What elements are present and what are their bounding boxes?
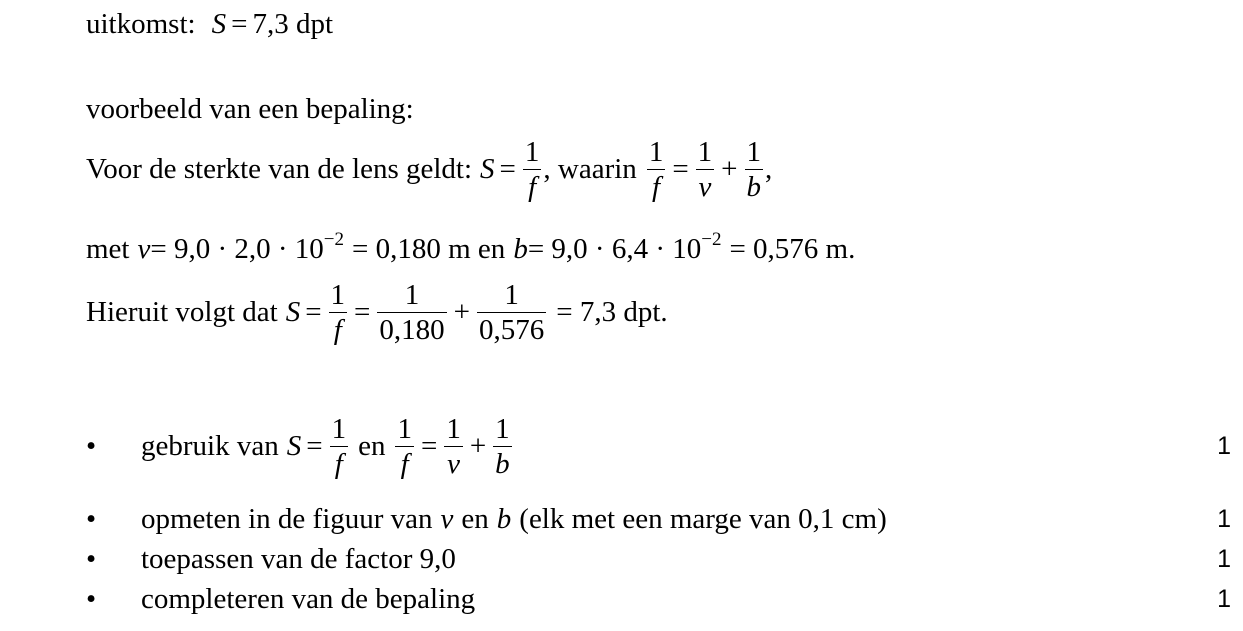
scoring-item-text: toepassen van de factor 9,0 <box>141 543 456 575</box>
fraction-numerator: 1 <box>495 413 510 445</box>
score-point: 1 <box>1217 585 1231 613</box>
fraction-denominator: f <box>334 448 343 481</box>
fraction-1-over-b <box>493 414 512 480</box>
line3-eq: = <box>305 296 322 329</box>
outcome-label: uitkomst: <box>86 8 196 40</box>
line1-eq: = <box>499 153 516 186</box>
score-point: 1 <box>1217 432 1231 461</box>
line2-v: v <box>137 233 151 265</box>
line1-plus: + <box>721 153 738 186</box>
bullet2-text-a: opmeten in de figuur van <box>141 503 433 535</box>
line1-eq2: = <box>672 153 689 186</box>
fraction-numerator: 1 <box>524 136 540 168</box>
bullet1-plus: + <box>469 430 487 463</box>
line2-v-expr: = 9,0 · 2,0 · 10 <box>150 233 324 265</box>
bullet1-en: en <box>358 430 386 463</box>
fraction-bar <box>477 312 546 313</box>
scoring-item-measure <box>86 505 1243 534</box>
fraction-1-over-f-2 <box>395 414 414 480</box>
fraction-denominator: 0,576 <box>479 314 545 347</box>
bullet-dot: • <box>86 543 97 575</box>
scoring-item-text <box>141 414 514 480</box>
line2-b-result: = 0,576 m. <box>729 233 856 265</box>
fraction-1-over-f <box>329 280 348 346</box>
fraction-numerator: 1 <box>504 279 519 311</box>
bullet-dot: • <box>86 430 97 463</box>
fraction-bar <box>444 446 463 447</box>
outcome-value: 7,3 dpt <box>252 8 333 40</box>
bullet2-b: b <box>496 503 512 535</box>
fraction-numerator: 1 <box>697 136 713 168</box>
fraction-1-over-f <box>330 414 349 480</box>
fraction-denominator: f <box>652 171 661 204</box>
line1-waarin: , waarin <box>543 153 637 186</box>
line1-text: Voor de sterkte van de lens geldt: <box>86 153 473 186</box>
fraction-1-over-f-2 <box>647 137 666 203</box>
line3-plus: + <box>453 296 471 329</box>
fraction-1-over-v <box>444 414 463 480</box>
line3-result: = 7,3 dpt. <box>556 296 668 329</box>
bullet1-eq2: = <box>420 430 438 463</box>
fraction-bar <box>377 312 446 313</box>
fraction-bar <box>745 169 764 170</box>
line2-b: b <box>513 233 528 265</box>
bullet1-eq: = <box>306 430 323 463</box>
fraction-bar <box>493 446 512 447</box>
fraction-denominator: v <box>447 448 460 481</box>
scoring-item-complete <box>86 585 1243 614</box>
bullet-dot: • <box>86 503 97 535</box>
fraction-bar <box>330 446 349 447</box>
fraction-bar <box>523 169 542 170</box>
score-point: 1 <box>1217 545 1231 573</box>
scoring-item-formula-use <box>86 414 1243 480</box>
line1-trail: , <box>765 153 773 186</box>
scoring-item-text <box>141 505 887 534</box>
fraction-bar <box>647 169 666 170</box>
bullet1-text: gebruik van <box>141 430 279 463</box>
outcome-equals: = <box>231 8 248 40</box>
outcome-line <box>86 10 333 39</box>
fraction-bar <box>395 446 414 447</box>
line2-v-result: = 0,180 m en <box>352 233 506 265</box>
fraction-denominator: f <box>400 448 409 481</box>
fraction-bar <box>696 169 715 170</box>
score-point: 1 <box>1217 505 1231 533</box>
fraction-numerator: 1 <box>446 413 461 445</box>
bullet2-text-b: (elk met een marge van 0,1 cm) <box>519 503 887 535</box>
fraction-denominator: b <box>495 448 510 481</box>
bullet1-S: S <box>286 430 302 463</box>
scoring-item-text: completeren van de bepaling <box>141 583 476 615</box>
bullet-dot: • <box>86 583 97 615</box>
fraction-numerator: 1 <box>331 413 347 445</box>
fraction-1-over-v <box>696 137 715 203</box>
bullet2-v: v <box>440 503 454 535</box>
fraction-denominator: v <box>698 171 712 204</box>
fraction-numerator: 1 <box>330 279 346 311</box>
fraction-numerator: 1 <box>648 136 664 168</box>
fraction-1-over-0180 <box>377 280 446 346</box>
fraction-bar <box>329 312 348 313</box>
fraction-numerator: 1 <box>404 279 420 311</box>
fraction-1-over-f <box>523 137 542 203</box>
distances-line <box>86 229 856 265</box>
scoring-item-factor <box>86 545 1243 574</box>
example-heading <box>86 95 414 124</box>
fraction-1-over-0576 <box>477 280 546 346</box>
fraction-denominator: 0,180 <box>379 314 445 347</box>
line3-eq2: = <box>354 296 371 329</box>
bullet2-en: en <box>461 503 489 535</box>
line2-met: met <box>86 233 130 265</box>
strength-formula-line <box>86 137 772 203</box>
fraction-denominator: b <box>746 171 762 204</box>
outcome-variable: S <box>211 8 227 40</box>
line3-text: Hieruit volgt dat <box>86 296 278 329</box>
line1-S: S <box>480 153 495 186</box>
line2-b-exponent: −2 <box>701 229 722 250</box>
fraction-denominator: f <box>528 171 537 204</box>
fraction-numerator: 1 <box>397 413 412 445</box>
fraction-1-over-b <box>745 137 764 203</box>
example-heading-text: voorbeeld van een bepaling: <box>86 93 414 125</box>
result-calculation-line <box>86 280 668 346</box>
line2-v-exponent: −2 <box>323 229 345 250</box>
fraction-denominator: f <box>333 314 342 347</box>
line2-b-expr: = 9,0 · 6,4 · 10 <box>527 233 702 265</box>
line3-S: S <box>285 296 301 329</box>
fraction-numerator: 1 <box>746 136 762 168</box>
